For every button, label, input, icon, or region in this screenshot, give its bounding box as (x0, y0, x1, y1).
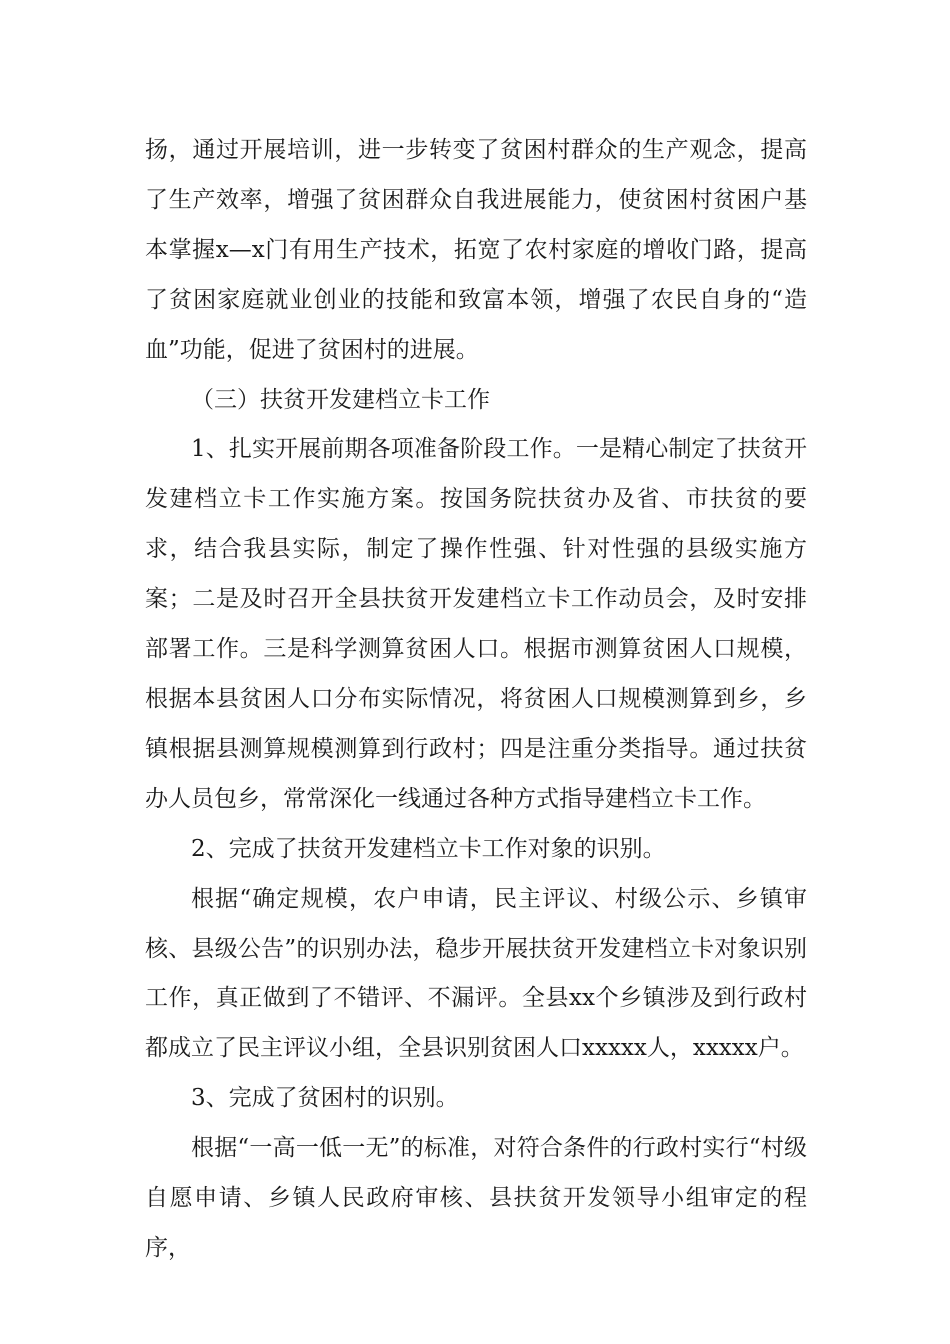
paragraph-5: 3、完成了贫困村的识别。 (191, 1085, 459, 1112)
paragraph-2: 1、扎实开展前期各项准备阶段工作。一是精心制定了扶贫开发建档立卡工作实施方案。按国务院扶贫办及省、市扶贫的要求，结合我县实际，制定了操作性强、针对性强的县级实施方案；二是及时召开全县扶贫开发建档立卡工作动员会，及时安排部署工作。三是科学测算贫困人口。根据市测算贫困人口规模，根据本县贫困人口分布实际情况，将贫困人口规模测算到乡，乡镇根据县测算规模测算到行政村；四是注重分类指导。通过扶贫办人员包乡，常常深化一线通过各种方式指导建档立卡工作。 (145, 436, 807, 812)
paragraph-1: 扬，通过开展培训，进一步转变了贫困村群众的生产观念，提高了生产效率，增强了贫困群众自我进展能力，使贫困村贫困户基本掌握x—x门有用生产技术，拓宽了农村家庭的增收门路，提高了贫困家庭就业创业的技能和致富本领，增强了农民自身的“造血”功能，促进了贫困村的进展。 (145, 137, 807, 363)
paragraph-6: 根据“一高一低一无”的标准，对符合条件的行政村实行“村级自愿申请、乡镇人民政府审核、县扶贫开发领导小组审定的程序， (145, 1135, 807, 1261)
paragraph-4: 根据“确定规模，农户申请，民主评议、村级公示、乡镇审核、县级公告”的识别办法，稳步开展扶贫开发建档立卡对象识别工作，真正做到了不错评、不漏评。全县xx个乡镇涉及到行政村都成立了民主评议小组，全县识别贫困人口xxxxx人，xxxxx户。 (145, 885, 807, 1062)
section-heading: （三）扶贫开发建档立卡工作 (191, 386, 490, 413)
paragraph-3: 2、完成了扶贫开发建档立卡工作对象的识别。 (191, 835, 666, 862)
document-body (145, 126, 807, 1274)
